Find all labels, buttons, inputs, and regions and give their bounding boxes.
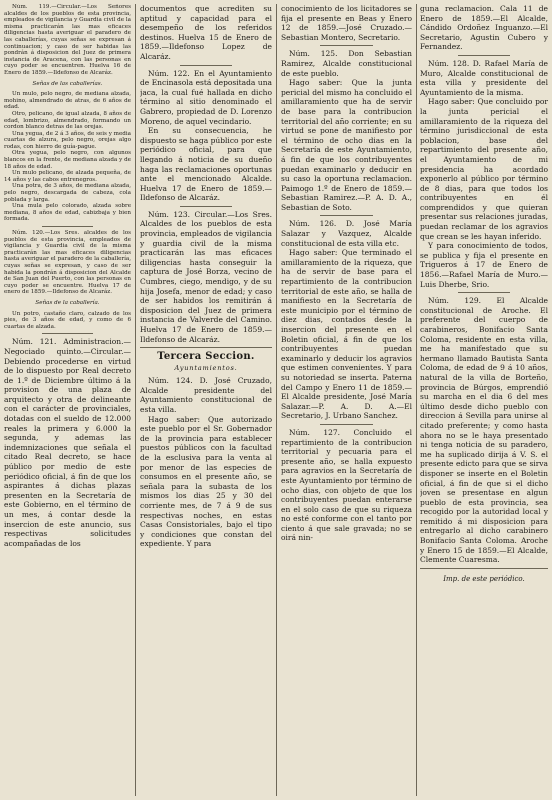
column-rule	[276, 4, 277, 796]
notice-129: Núm. 129. El Alcalde constitucional de Aroche. El preferente del cuerpo de carabineros, Bonifacio Santa Coloma, residente en esta villa, me ha manifestado que su hermano llamado Bautista Santa Coloma, de edad de 9 á 10 años, natural de la villa de Borteño, provincia de Búrgos, emprendió su marcha en el dia 6 del mes último desde dicho pueblo con direccion á Sevilla para unirse al citado preferente; y como hasta ahora no se le haya presentado ni tenga noticia de su paradero, me ha suplicado dirija á V. S. el presente edicto para que se sirva disponer se inserte en el Boletin oficial, á fin de que si el dicho joven se presentase en algun pueblo de esta provincia, sea recogido por la autoridad local y remitido á mi disposicion para entregarlo al dicho carabinero Bonifacio Santa Coloma. Aroche y Enero 15 de 1859.—El Alcalde, Clemente Cuaresma.	[420, 296, 548, 565]
notice-127-continued: guna reclamacion. Cala 11 de Enero de 1859.—El Alcalde, Cándido Ordoñez Inguanzo.—El Secretario, Agustin Cubero y Fernandez.	[420, 4, 548, 52]
separator	[42, 333, 93, 334]
notice-122-body: En su consecuencia, he dispuesto se haga público por este periódico oficial, para que llegando á noticia de su dueño haga las reclamaciones oportunas ante el mencionado Alcalde. Huelva 17 de Enero de 1859.—Ildefonso de Alcaráz.	[140, 126, 272, 203]
separator	[320, 424, 372, 425]
notice-119-item: Una potra, de 3 años, de mediana alzada, pelo negro, descargada de cabeza, cola poblada y larga.	[4, 183, 131, 203]
notice-125: Núm. 125. Don Sebastian Ramirez, Alcalde constitucional de este pueblo.	[281, 49, 412, 78]
column-3	[281, 4, 412, 796]
section-rule	[140, 347, 272, 348]
notice-119-title: Señas de las caballerías.	[32, 80, 103, 87]
column-rule	[416, 4, 417, 796]
notice-126: Núm. 126. D. José María Salazar y Vazquez, Alcalde constitucional de esta villa etc.	[281, 219, 412, 248]
section-title: Tercera Seccion.	[157, 351, 255, 363]
notice-119-item: Otro, pelicano, de igual alzada, 8 años de edad, lombrizo, almendrado, formando un cordon blanco detras de las orejas.	[4, 110, 131, 131]
notice-127: Núm. 127. Concluido el repartimiento de la contribucion territorial y pecuaria para el presente año, se halla expuesto para agravios en la Secretaría de este Ayuntamiento por término de ocho dias, con objeto de que los contribuyentes puedan enterarse en el solo caso de que su riqueza no esté conforme con el tanto por ciento á que sale gravada; no se oirá nin-	[281, 427, 412, 543]
notice-121-continued: documentos que acrediten su aptitud y capacidad para el desempeño de los referidos destinos. Huelva 15 de Enero de 1859.—Ildefonso Lopez de Alcaráz.	[140, 4, 272, 61]
notice-119-item: Una mula pelo colorado, alzada sobre mediana, 8 años de edad, cabizbaja y bien formada.	[4, 203, 131, 223]
notice-124: Núm. 124. D. José Cruzado, Alcalde presidente del Ayuntamiento constitucional de esta villa.	[140, 376, 272, 414]
notice-119-item: Otra yegua, pelo negro, con algunos blancos en la frente, de mediana alzada y de 18 años de edad.	[4, 150, 131, 170]
notice-120-title: Señas de la caballería.	[35, 299, 100, 306]
notice-128: Núm. 128. D. Rafael María de Muro, Alcalde constitucional de esta villa y presidente del Ayuntamiento de la misma.	[420, 58, 548, 97]
notice-123: Núm. 123. Circular.—Los Sres. Alcaldes de los pueblos de esta provincia, empleados de vigilancia y guardia civil de la misma practicarán las mas eficaces diligencias hasta conseguir la captura de José Borza, vecino de Cumbres, ciego, mendigo, y de su hija Josefa, menor de edad; y caso de ser habidos los remitirán á disposicion del Juez de primera instancia de Valverde del Camino. Huelva 17 de Enero de 1859.—Ildefonso de Alcaráz.	[140, 209, 272, 344]
notice-119: Núm. 119.—Circular.—Los Señores alcaldes de los pueblos de esta provincia, empleados de vigilancia y Guardia civil de la misma practicarán las mas eficaces diligencias hasta averiguar el paradero de las caballerías, cuyas señas se expresan á continuacion; y caso de ser habidas las pondrán á disposicion del Juez de primera instancia de Aracena, con las personas en cuyo poder se encuentren. Huelva 16 de Enero de 1859.—Ildefonso de Alcaráz.	[4, 4, 131, 76]
notice-119-item: Una yegua, de 2 á 3 años, de seis y media cuartas de alzura, pelo negro, orejas algo rodas, con hierro de guía-pague.	[4, 130, 131, 150]
separator	[180, 206, 233, 207]
separator	[320, 45, 372, 46]
notice-121: Núm. 121. Administracion.—Negociado quinto.—Circular.—Debiendo procederse en virtud de lo dispuesto por Real decreto de 1.º de Diciembre último á la provision de una plaza de arquitecto y otra de delineante con el carácter de provinciales, dotadas con el sueldo de 12.000 reales la primera y 6.000 la segunda, y ademas las indemnizaciones que señala el citado Real decreto, se hace público por medio de este periódico oficial, á fin de que los aspirantes á dichas plazas presenten en la Secretaría de este Gobierno, en el término de un mes, á contar desde la insercion de este anuncio, sus respectivas solicitudes acompañadas de los	[4, 337, 131, 548]
notice-120-item: Un potro, castaño claro, calzado de los pies, de 3 años de edad, y como de 6 cuartas de alzada.	[4, 310, 131, 330]
column-rule	[135, 4, 136, 796]
notice-120: Núm. 120.—Los Sres. alcaldes de los pueblos de esta provincia, empleados de vigilancia y Guardia civil de la misma practicarán las mas eficaces diligencias hasta averiguar el paradero de la caballería, cuyas señas se expresan, y caso de ser habida la pondrán á disposicion del Alcalde de San Juan del Puerto, con las personas en cuyo poder se encuentre. Huelva 17 de enero de 1859.—Ildefonso de Alcaráz.	[4, 230, 131, 296]
column-2	[140, 4, 272, 796]
imprint: Imp. de este periódico.	[443, 574, 525, 583]
column-1	[4, 4, 131, 796]
separator	[180, 65, 233, 66]
notice-122: Núm. 122. En el Ayuntamiento de Encinasola está depositada una jaca, la cual fué hallada en dicho término al sitio denominado el Gabrero, propiedad de D. Lorenzo Moreno, de aquel vecindario.	[140, 68, 272, 126]
imprint-rule	[420, 568, 548, 569]
separator	[320, 215, 372, 216]
notice-125-body: Hago saber: Que la junta pericial del mismo ha concluido el amillaramiento que ha de servir de base para la contribucion territorial del año corriente; en su virtud se pone de manifiesto por el término de ocho dias en la Secretaría de este Ayuntamiento, á fin de que los contribuyentes puedan examinarlo y deducir en su caso la oportuna reclamacion. Paimogo 1.º de Enero de 1859.—Sebastian Ramirez.—P. A. D. A., Sebastian de Soto.	[281, 78, 412, 212]
section-subtitle: Ayuntamientos.	[174, 364, 238, 373]
separator	[458, 292, 509, 293]
notice-119-item: Un mulo pelicano, de alzada pequeña, de 14 años y las cabos entrenegros.	[4, 170, 131, 183]
column-4	[420, 4, 548, 796]
notice-124-continued: conocimiento de los licitadores se fija el presente en Beas y Enero 12 de 1859.—José Cruzado.—Sebastian Montero, Secretario.	[281, 4, 412, 42]
separator	[458, 55, 509, 56]
separator	[42, 226, 93, 227]
notice-124-body: Hago saber: Que autorizado este pueblo por el Sr. Gobernador de la provincia para establecer puestos públicos con la facultad de la esclusiva para la venta al por menor de las especies de consumos en el presente año, se señala para la subasta de los mismos los dias 25 y 30 del corriente mes, de 7 á 9 de sus respectivas noches, en estas Casas Consistoriales, bajo el tipo y condiciones que constan del expediente. Y para	[140, 414, 272, 549]
notice-128-body: Hago saber: Que concluido por la junta pericial el amillaramiento de la riqueza del término jurisdiccional de esta poblacion, base del repartimiento del presente año, el Ayuntamiento de mi presidencia ha acordado exponerlo al público por término de 8 dias, para que todos los contribuyentes en él comprendidos y que quieran presentar sus relaciones juradas, puedan reclamar de los agravios que crean se les hayan inferido.	[420, 97, 548, 241]
notice-126-body: Hago saber: Que terminado el amillaramiento de la riqueza, que ha de servir de base para el repartimiento de la contribucion territorial de este año, se halla de manifiesto en la Secretaría de este municipio por el término de diez dias, contados desde la insercion del presente en el Boletin oficial, á fin de que los contribuyentes puedan examinarlo y deducir los agravios que estimen convenientes. Y para su notoriedad se inserta. Paterna del Campo y Enero 11 de 1859.—El Alcalde presidente, José María Salazar.—P. A. D. A.—El Secretario, J. Urbano Sanchez.	[281, 248, 412, 421]
notice-119-item: Un mulo, pelo negro, de mediana alzada, mohino, almendrado de atras, de 6 años de edad.	[4, 91, 131, 111]
notice-128-closing: Y para conocimiento de todos, se publica y fija el presente en Trigueros á 17 de Enero de 1856.—Rafael María de Muro.—Luis Dherbe, Srio.	[420, 241, 548, 289]
